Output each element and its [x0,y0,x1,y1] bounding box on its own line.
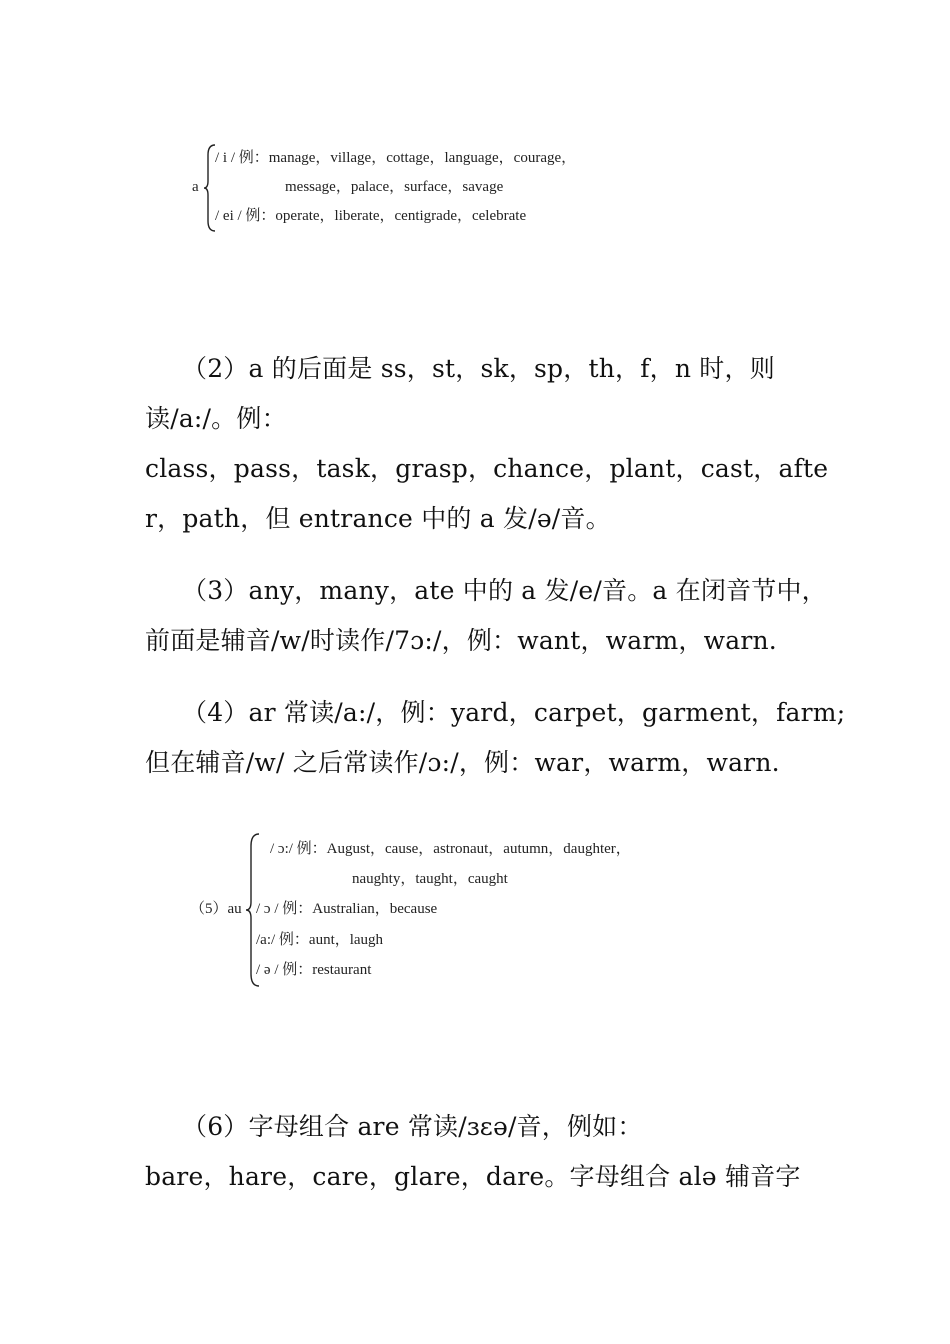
para2-line4: r，path，但 entrance 中的 a 发/ə/音。 [145,504,611,533]
para3-line1: （3）any，many，ate 中的 a 发/e/音。a 在闭音节中， [182,576,827,605]
figure2-row1: / ɔ:/ 例：August，cause，astronaut，autumn，daughter， [270,841,631,857]
para6-line2: bare，hare，care，glare，dare。字母组合 alə 辅音字 [145,1162,801,1191]
para2-line1: （2）a 的后面是 ss，st，sk，sp，th，f，n 时，则 [182,354,775,383]
figure1-row3: / ei / 例：operate，liberate，centigrade，celebrate [215,208,527,224]
figure1-row2: message，palace，surface，savage [285,179,504,195]
figure2-row5: / ə / 例：restaurant [256,962,372,978]
para3-line2: 前面是辅音/w/时读作/7ɔ:/，例：want，warm，warn. [145,626,777,655]
para4-line2: 但在辅音/w/ 之后常读作/ɔ:/，例：war，warm，warn. [145,748,780,777]
para2-line2: 读/a:/。例： [145,404,287,433]
figure2-row3: / ɔ / 例：Australian，because [256,901,438,917]
figure2-row4: /a:/ 例：aunt，laugh [256,932,384,948]
para6-line1: （6）字母组合 are 常读/ɜɛə/音，例如： [182,1112,643,1141]
para2-line3: class，pass，task，grasp，chance，plant，cast，afte [145,454,829,483]
figure2-row2: naughty，taught，caught [352,871,508,887]
figure2-label: （5）au [190,901,242,917]
figure1-row1: / i / 例：manage，village，cottage，language，courage， [215,150,577,166]
para4-line1: （4）ar 常读/a:/，例：yard，carpet，garment，farm; [182,698,846,727]
figure1-letter: a [192,179,199,195]
